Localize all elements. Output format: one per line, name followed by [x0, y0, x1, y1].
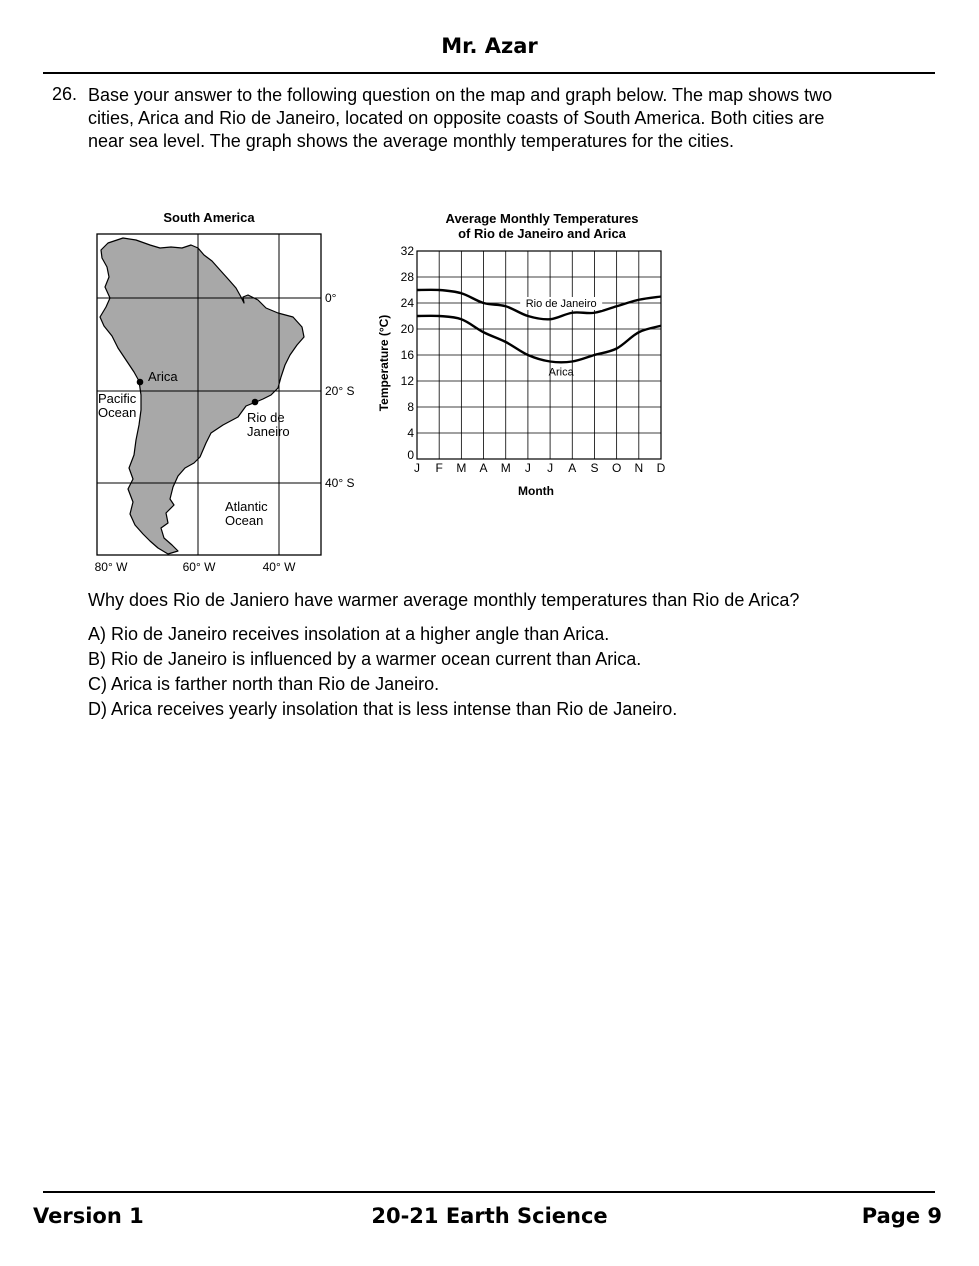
- question-number: 26.: [52, 84, 78, 104]
- footer-course: 20-21 Earth Science: [371, 1204, 608, 1228]
- latitude-label-0: 0°: [325, 291, 337, 305]
- longitude-label-40w: 40° W: [262, 560, 296, 574]
- rio-label-line1: Rio de: [247, 410, 285, 425]
- choice-b: B) Rio de Janeiro is influenced by a warmer ocean current than Arica.: [88, 649, 642, 669]
- footer-page-number: Page 9: [861, 1204, 942, 1228]
- chart-y-tick-label: 32: [400, 244, 414, 258]
- answer-choices: [88, 623, 677, 723]
- chart-y-axis-title: Temperature (°C): [377, 314, 391, 412]
- chart-x-tick-label: A: [568, 461, 577, 475]
- temperature-chart: [377, 211, 666, 498]
- chart-x-axis-title: Month: [518, 484, 554, 498]
- latitude-label-40s: 40° S: [325, 476, 355, 490]
- chart-y-tick-label: 4: [407, 426, 414, 440]
- arica-label: Arica: [148, 369, 178, 384]
- question-stem: Base your answer to the following question on the map and graph below. The map shows two cities, Arica and Rio de Janeiro, located on opposite coasts of South America. Both cities are near sea level. The graph shows the average monthly temperatures for the cities.: [88, 85, 833, 151]
- chart-x-tick-label: N: [634, 461, 644, 475]
- chart-y-tick-label: 12: [400, 374, 414, 388]
- choice-a: A) Rio de Janeiro receives insolation at a higher angle than Arica.: [88, 624, 610, 644]
- chart-x-tick-label: A: [479, 461, 488, 475]
- longitude-label-60w: 60° W: [182, 560, 216, 574]
- latitude-label-20s: 20° S: [325, 384, 355, 398]
- chart-y-tick-label: 20: [400, 322, 414, 336]
- chart-x-tick-label: M: [500, 461, 511, 475]
- chart-series-label-0: Rio de Janeiro: [525, 298, 597, 310]
- pacific-label-line1: Pacific: [98, 391, 137, 406]
- figure: [88, 205, 688, 585]
- footer-rule: [43, 1191, 935, 1193]
- longitude-label-80w: 80° W: [94, 560, 128, 574]
- chart-y-tick-label: 24: [400, 296, 414, 310]
- question-prompt: Why does Rio de Janiero have warmer average monthly temperatures than Rio de Arica?: [88, 590, 800, 610]
- chart-y-tick-label: 0: [407, 448, 414, 462]
- chart-x-tick-label: D: [656, 461, 666, 475]
- chart-series-label-1: Arica: [548, 366, 574, 379]
- page-header-title: Mr. Azar: [441, 34, 538, 58]
- chart-x-tick-label: F: [435, 461, 443, 475]
- atlantic-label-line1: Atlantic: [225, 499, 268, 514]
- chart-y-tick-label: 8: [407, 400, 414, 414]
- chart-grid: [417, 251, 661, 459]
- chart-y-tick-label: 16: [400, 348, 414, 362]
- header-rule: [43, 72, 935, 74]
- chart-x-tick-label: M: [456, 461, 467, 475]
- chart-x-tick-label: J: [547, 461, 554, 475]
- chart-x-tick-label: J: [414, 461, 420, 475]
- rio-label-line2: Janeiro: [247, 424, 290, 439]
- pacific-label-line2: Ocean: [98, 405, 137, 420]
- rio-dot: [252, 399, 259, 406]
- chart-x-tick-label: O: [611, 461, 622, 475]
- chart-y-tick-label: 28: [400, 270, 414, 284]
- chart-title-line1: Average Monthly Temperatures: [445, 211, 639, 226]
- figure-svg: [88, 205, 688, 580]
- choice-c: C) Arica is farther north than Rio de Janeiro.: [88, 674, 440, 694]
- arica-dot: [137, 379, 144, 386]
- chart-x-ticks: [414, 461, 666, 475]
- chart-y-ticks: [401, 244, 415, 462]
- footer-version: Version 1: [33, 1204, 144, 1228]
- chart-x-tick-label: J: [524, 461, 531, 475]
- chart-title-line2: of Rio de Janeiro and Arica: [458, 226, 626, 241]
- map-title: South America: [163, 210, 255, 225]
- choice-d: D) Arica receives yearly insolation that is less intense than Rio de Janeiro.: [88, 699, 678, 719]
- chart-x-tick-label: S: [590, 461, 599, 475]
- south-america-map: [95, 210, 355, 574]
- atlantic-label-line2: Ocean: [225, 513, 264, 528]
